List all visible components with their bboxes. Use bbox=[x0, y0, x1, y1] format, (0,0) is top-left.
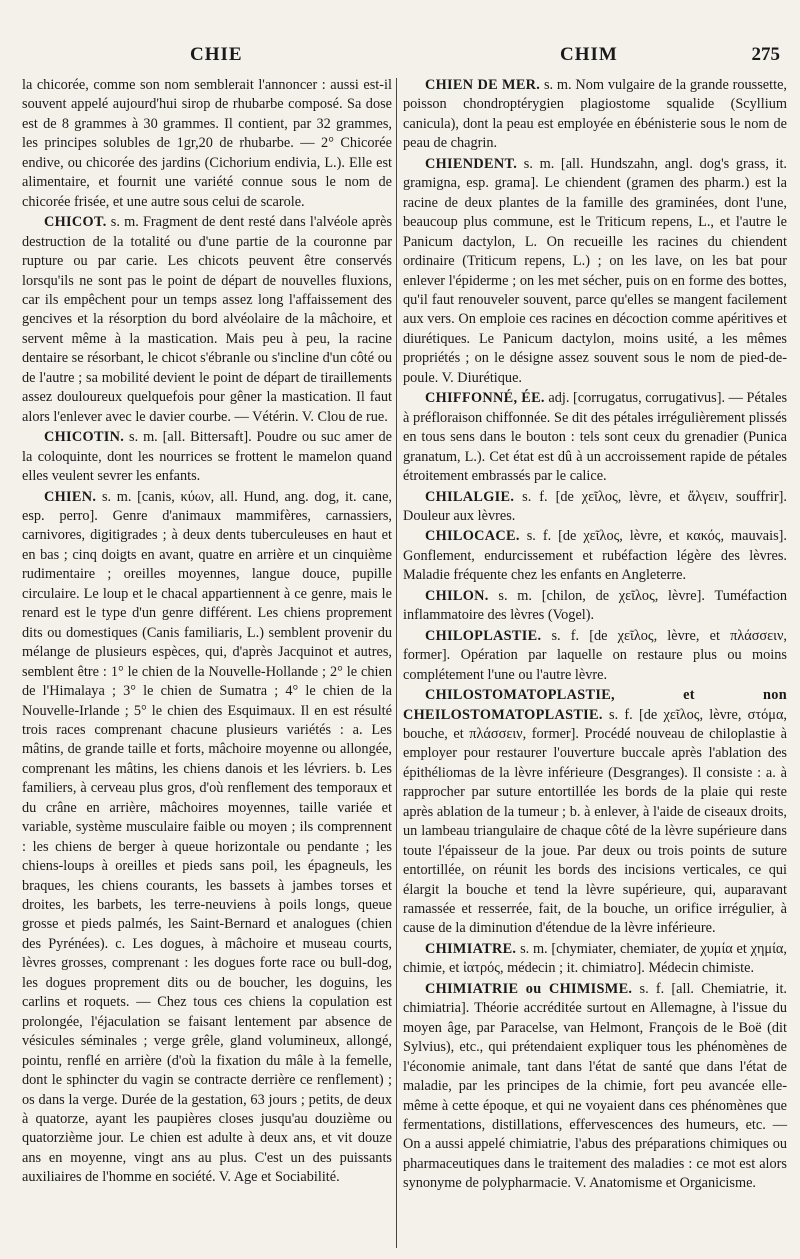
entry-text: s. m. [chilon, de χεῖλος, lèvre]. Tuméfaction inflammatoire des lèvres (Vogel). bbox=[403, 587, 787, 624]
entry-text: la chicorée, comme son nom semblerait l'annoncer : aussi est-il souvent appelé aujourd'hui sirop de rhubarbe composé. Sa dose est de 8 grammes à 30 grammes. Il contient, par 32 grammes, les principes solubles de 1gr,20 de rhubarbe. — 2° Chicorée endive, ou chicorée des jardins (Cichorium endivia, L.). Elle est alimentaire, et fournit une variété connue sous le nom de chicorée frisée, et une autre sous celui de scarole. bbox=[22, 77, 392, 210]
entry-headword: CHILOSTOMATOPLASTIE, et non CHEILOSTOMATOPLASTIE. bbox=[403, 687, 787, 723]
entry-text: adj. [corrugatus, corrugativus]. — Pétales à préfloraison chiffonnée. Se dit des pétales irrégulièrement plissés en tous sens dans le bouton : tels sont ceux du grenadier (Punica granatum, L.). Cet état est dû à un accroissement rapide de pétales étroitement embrassés par le calice. bbox=[403, 390, 788, 485]
running-head-right: CHIM bbox=[560, 44, 618, 65]
entry-text: s. f. [de χεῖλος, lèvre, et ἄλγειν, souffrir]. Douleur aux lèvres. bbox=[403, 488, 787, 524]
left-column bbox=[22, 76, 392, 1189]
entry-text: s. m. Fragment de dent resté dans l'alvéole après destruction de la totalité ou d'une partie de la couronne par rupture ou par carie. Les chicots peuvent être conservés lorsqu'ils ne sont pas le point de départ de nouvelles fluxions, car ils empêchent pour un temps assez long l'affaissement des gencives et la résorption du bord alvéolaire de la mâchoire, et servent même à la mastication. Mais peu à peu, la racine dentaire se résorbant, le chicot s'ébranle ou s'incline d'un côté ou de l'autre ; sa mobilité devient le point de départ de tiraillements assez douloureux quelquefois pour gêner la mastication. Il faut alors l'enlever avec le davier courbe. — Vétérin. V. Clou de rue. bbox=[22, 214, 393, 425]
page-header bbox=[20, 44, 786, 72]
column-divider bbox=[396, 78, 397, 1248]
entry bbox=[403, 527, 787, 585]
entry-text: s. m. [all. Hundszahn, angl. dog's grass, it. gramigna, esp. grama]. Le chiendent (gramen des pharm.) est la racine de deux plantes de la famille des graminées, dont l'une, beaucoup plus commune, est le Triticum repens, L., et l'autre le Panicum dactylon, L. On recueille les racines du chiendent ordinaire (Triticum repens, L.) ; on les lave, on les bat pour enlever l'épiderme ; on les met sécher, puis on en forme des bottes, qu'il faut renouveler souvent, parce qu'elles se mangent facilement aux vers. On emploie ces racines en décoction comme apéritives et diurétiques. Le Panicum dactylon, moins usité, a les mêmes propriétés ; on le désigne assez souvent sous le nom de pied-de-poule. V. Diurétique. bbox=[403, 155, 788, 386]
entry-text: s. f. [de χεῖλος, lèvre, στόμα, bouche, et πλάσσειν, former]. Procédé nouveau de chiloplastie à employer pour restaurer l'ouverture buccale après l'ablation des épithéliomas de la lèvre inférieure (Desgranges). Il consiste : a. à rapprocher par suture entortillée les bords de la plaie qui reste après ablation de la tumeur ; b. à enlever, à l'aide de ciseaux droits, un lambeau triangulaire de chaque côté de la lèvre supérieure dans toute l'épaisseur de la joue. Par deux ou trois points de suture entortillée, on réunit les bords des incisions verticales, ce qui élargit la bouche et tend la lèvre supérieure, qui, auparavant ramassée et resserrée, fait, de la bouche, un orifice irrégulier, à cause de la diminution d'étendue de la lèvre inférieure. bbox=[403, 706, 788, 937]
entry-text: s. m. [all. Bittersaft]. Poudre ou suc amer de la coloquinte, dont les nourrices se frottent le mamelon quand elles veulent sevrer les enfants. bbox=[22, 429, 393, 485]
entry bbox=[22, 428, 392, 486]
entry bbox=[403, 587, 787, 626]
entry-headword: CHICOTIN. bbox=[44, 429, 125, 446]
entry-headword: CHIMIATRE. bbox=[425, 940, 517, 957]
entry bbox=[403, 686, 787, 939]
entry bbox=[403, 76, 787, 154]
entry bbox=[22, 76, 392, 212]
entry-headword: CHILALGIE. bbox=[425, 488, 515, 505]
entry bbox=[403, 980, 787, 1194]
entry-text: s. f. [all. Chemiatrie, it. chimiatria]. Théorie accréditée surtout en Allemagne, à l'issue du moyen âge, par Paracelse, van Helmont, François de le Boë (dit Sylvius), etc., qui prétendaient expliquer tous les phénomènes de l'économie animale, tant dans l'état de santé que dans l'état de maladie, par les principes de la chimie, fort peu avancée elle-même à cette époque, et qui ne voyaient dans ces phénomènes que fermentations, distillations, effervescences des humeurs, etc. — On a aussi appelé chimiatrie, l'abus des préparations chimiques ou pharmaceutiques dans le traitement des maladies : ce mot est alors synonyme de polypharmacie. V. Anatomisme et Organicisme. bbox=[403, 980, 788, 1192]
entry bbox=[22, 488, 392, 1188]
entry-headword: CHIEN DE MER. bbox=[425, 77, 541, 93]
entry-text: s. f. [de χεῖλος, lèvre, et πλάσσειν, former]. Opération par laquelle on restaure plus ou moins complétement l'une ou l'autre lèvre. bbox=[403, 627, 788, 683]
entry-headword: CHILON. bbox=[425, 587, 489, 604]
entry-text: s. m. Nom vulgaire de la grande roussette, poisson chondroptérygien plagiostome squalide (Scyllium canicula), dont la peau est employée en ébénisterie sous le nom de peau de chagrin. bbox=[403, 77, 787, 152]
entry bbox=[403, 627, 787, 685]
entry-headword: CHIFFONNÉ, ÉE. bbox=[425, 390, 545, 407]
page-number: 275 bbox=[751, 44, 780, 65]
entry-headword: CHIEN. bbox=[44, 488, 97, 505]
entry-text: s. m. [canis, κύων, all. Hund, ang. dog, it. cane, esp. perro]. Genre d'animaux mammifères, carnassiers, carnivores, digitigrades ; à deux dents tuberculeuses en haut et en bas ; cinq doigts en avant, quatre en arrière et un cinquième rudimentaire ; oreilles moyennes, langue douce, pupille circulaire. Le loup et le chacal appartiennent à ce genre, mais le renard est le type d'un genre différent. Les chiens proprement dits ou domestiques (Canis familiaris, L.) semblent provenir du mélange de plusieurs espèces, qui, d'après Jacquinot et autres, semblent être : 1° le chien de la Nouvelle-Hollande ; 2° le chien de l'Himalaya ; 3° le chien de Sumatra ; 4° le chien de la Nouvelle-Irlande ; 5° le chien des Esquimaux. Il en est résulté trois races comprenant chacune plusieurs variétés : a. Les mâtins, de grande taille et forts, mâchoire moyenne ou allongée, comprenant les mâtins, les chiens danois et les lévriers. b. Les familiers, à cerveau plus gros, d'où renflement des temporaux et du crâne en arrière, mâchoires moyennes, taille variée et variable, système musculaire faible ou moyen ; ils comprennent : les chiens de berger à queue horizontale ou pendante ; les chiens-loups à oreilles et pieds sans poil, les épagneuls, les braques, les chiens courants, les bassets à jambes torses et droites, les barbets, les terre-neuviens à poils longs, queue grosse et pieds palmés, les Saint-Bernard et analogues (chien des Pyrénées). c. Les dogues, à mâchoire et museau courts, lèvres grosses, comprenant : les dogues forte race ou bull-dog, les dogues proprement dits ou de boucher, les doguins, les carlins et roquets. — Chez tous ces chiens la copulation est prolongée, l'éjaculation se faisant lentement par absence de vésicules séminales ; verge grêle, gland volumineux, allongé, pointu, renflé en arrière (d'où la fixation du mâle à la femelle, dont le sphincter du vagin se contracte derrière ce renflement) ; os dans la verge. Durée de la gestation, 63 jours ; petits, de deux à quatorze, ayant les paupières closes jusqu'au douzième ou quatorzième jour. Le chien est adulte à deux ans, et vit douze ans en moyenne, vingt ans au plus. C'est un des puissants auxiliaires de l'homme en société. V. Age et Sociabilité. bbox=[22, 488, 393, 1186]
entry bbox=[22, 213, 392, 427]
entry-text: s. m. [chymiater, chemiater, de χυμία et χημία, chimie, et ἰατρός, médecin ; it. chimiatro]. Médecin chimiste. bbox=[403, 940, 787, 977]
entry bbox=[403, 155, 787, 388]
entry-headword: CHIMIATRIE ou CHIMISME. bbox=[425, 980, 633, 997]
entry-headword: CHILOCACE. bbox=[425, 528, 520, 545]
entry bbox=[403, 389, 787, 486]
entry-headword: CHIENDENT. bbox=[425, 155, 518, 172]
right-column bbox=[403, 76, 787, 1195]
entry bbox=[403, 488, 787, 527]
running-head-left: CHIE bbox=[190, 44, 243, 65]
entry-headword: CHILOPLASTIE. bbox=[425, 627, 542, 644]
entry bbox=[403, 940, 787, 979]
entry-text: s. f. [de χεῖλος, lèvre, et κακός, mauvais]. Gonflement, endurcissement et rubéfaction légère des lèvres. Maladie fréquente chez les enfants en Angleterre. bbox=[403, 528, 787, 584]
entry-headword: CHICOT. bbox=[44, 214, 107, 231]
